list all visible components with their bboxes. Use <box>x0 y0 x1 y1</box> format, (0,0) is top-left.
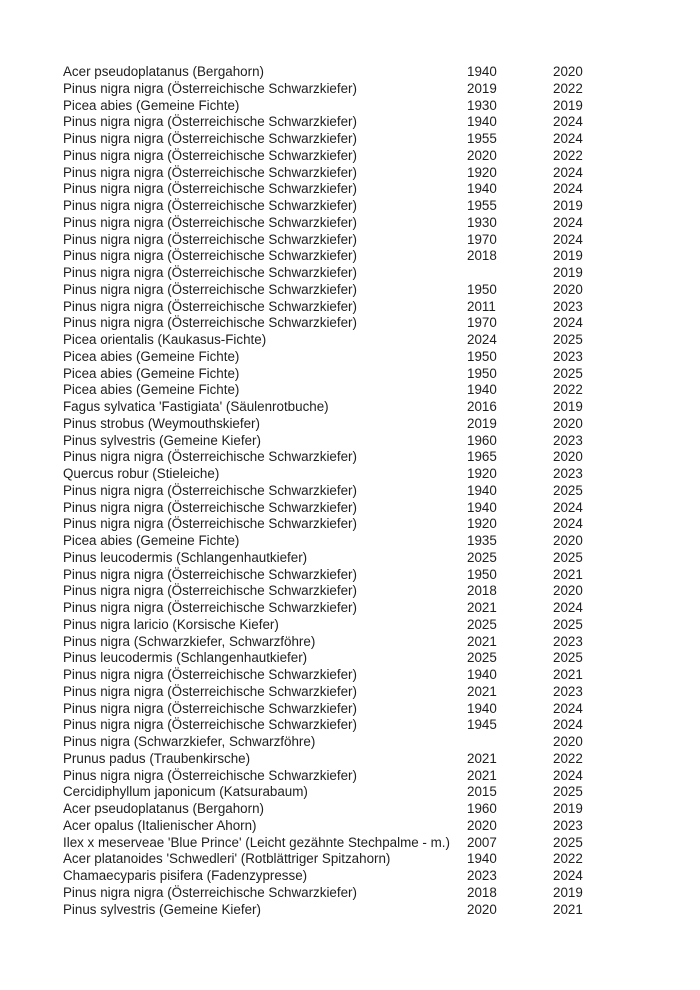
species-name: Pinus nigra nigra (Österreichische Schwarzkiefer) <box>63 214 357 230</box>
table-row <box>63 600 700 617</box>
species-name: Pinus nigra nigra (Österreichische Schwarzkiefer) <box>63 114 357 130</box>
table-row <box>63 382 700 399</box>
year-start: 2011 <box>467 298 496 314</box>
table-row <box>63 416 700 433</box>
year-end: 2024 <box>553 868 583 883</box>
year-start: 1950 <box>467 566 497 582</box>
year-end: 2022 <box>553 750 583 766</box>
species-name: Pinus nigra nigra (Österreichische Schwarzkiefer) <box>63 131 357 146</box>
species-name: Pinus nigra nigra (Österreichische Schwarzkiefer) <box>63 583 357 599</box>
table-row <box>63 198 700 215</box>
table-row <box>63 717 700 734</box>
year-start: 2020 <box>467 901 497 917</box>
year-end: 2022 <box>553 851 583 867</box>
year-end: 2023 <box>553 466 583 481</box>
year-end: 2021 <box>553 901 583 917</box>
species-name: Quercus robur (Stieleiche) <box>63 466 220 481</box>
year-end: 2019 <box>553 399 583 414</box>
year-end: 2020 <box>553 533 583 548</box>
year-start: 2021 <box>467 750 497 766</box>
species-name: Pinus nigra nigra (Österreichische Schwarzkiefer) <box>63 566 357 582</box>
species-name: Pinus nigra nigra (Österreichische Schwarzkiefer) <box>63 181 357 197</box>
species-name: Pinus nigra (Schwarzkiefer, Schwarzföhre) <box>63 633 316 649</box>
species-name: Pinus nigra nigra (Österreichische Schwarzkiefer) <box>63 80 357 96</box>
year-end: 2023 <box>553 298 583 314</box>
table-row <box>63 818 700 835</box>
table-row <box>63 885 700 902</box>
species-name: Pinus nigra nigra (Österreichische Schwarzkiefer) <box>63 499 357 515</box>
table-row <box>63 215 700 232</box>
table-row <box>63 98 700 115</box>
table-row <box>63 667 700 684</box>
year-end: 2024 <box>553 516 583 532</box>
year-end: 2025 <box>553 332 583 347</box>
table-row <box>63 349 700 366</box>
table-row <box>63 366 700 383</box>
table-row <box>63 751 700 768</box>
year-end: 2019 <box>553 198 583 213</box>
year-end: 2024 <box>553 700 583 716</box>
table-row <box>63 567 700 584</box>
year-start: 1940 <box>467 667 497 682</box>
year-end: 2025 <box>553 549 583 565</box>
species-name: Pinus nigra nigra (Österreichische Schwarzkiefer) <box>63 884 357 900</box>
species-name: Pinus nigra nigra (Österreichische Schwarzkiefer) <box>63 198 357 213</box>
year-start: 2018 <box>467 884 497 900</box>
species-name: Ilex x meserveae 'Blue Prince' (Leicht gezähnte Stechpalme - m.) <box>63 834 450 850</box>
year-start: 1940 <box>467 181 497 197</box>
species-name: Pinus nigra nigra (Österreichische Schwarzkiefer) <box>63 231 357 247</box>
table-row <box>63 299 700 316</box>
year-end: 2023 <box>553 683 583 699</box>
year-start: 2023 <box>467 868 497 883</box>
year-end: 2024 <box>553 231 583 247</box>
year-end: 2020 <box>553 281 583 297</box>
year-start: 1930 <box>467 214 497 230</box>
table-row <box>63 433 700 450</box>
table-row <box>63 131 700 148</box>
species-name: Picea abies (Gemeine Fichte) <box>63 533 240 548</box>
table-row <box>63 533 700 550</box>
table-row <box>63 265 700 282</box>
species-name: Pinus nigra nigra (Österreichische Schwarzkiefer) <box>63 516 357 532</box>
species-name: Fagus sylvatica 'Fastigiata' (Säulenrotbuche) <box>63 399 329 414</box>
table-row <box>63 583 700 600</box>
table-row <box>63 500 700 517</box>
year-start: 2018 <box>467 248 497 264</box>
year-end: 2020 <box>553 415 583 431</box>
table-row <box>63 701 700 718</box>
year-start: 1940 <box>467 482 497 498</box>
species-name: Pinus nigra nigra (Österreichische Schwarzkiefer) <box>63 600 357 615</box>
year-end: 2021 <box>553 667 583 682</box>
year-start: 2021 <box>467 633 497 649</box>
table-row <box>63 734 700 751</box>
year-start: 1940 <box>467 382 497 398</box>
year-start: 2016 <box>467 399 497 414</box>
year-start: 1920 <box>467 466 497 481</box>
species-name: Picea orientalis (Kaukasus-Fichte) <box>63 332 267 347</box>
year-end: 2019 <box>553 265 583 280</box>
table-row <box>63 449 700 466</box>
table-row <box>63 768 700 785</box>
year-start: 1920 <box>467 516 497 532</box>
table-row <box>63 148 700 165</box>
table-row <box>63 315 700 332</box>
species-name: Pinus strobus (Weymouthskiefer) <box>63 415 260 431</box>
year-end: 2019 <box>553 248 583 264</box>
year-end: 2019 <box>553 884 583 900</box>
species-name: Pinus nigra nigra (Österreichische Schwarzkiefer) <box>63 767 357 783</box>
year-end: 2024 <box>553 131 583 146</box>
species-name: Pinus nigra nigra (Österreichische Schwarzkiefer) <box>63 248 357 264</box>
year-end: 2023 <box>553 432 583 448</box>
year-end: 2024 <box>553 164 583 180</box>
table-row <box>63 550 700 567</box>
table-row <box>63 181 700 198</box>
species-name: Pinus nigra nigra (Österreichische Schwarzkiefer) <box>63 683 357 699</box>
year-start: 2025 <box>467 549 497 565</box>
year-start: 1940 <box>467 114 497 130</box>
year-start: 2020 <box>467 147 497 163</box>
year-start: 2025 <box>467 616 497 632</box>
year-start: 1945 <box>467 717 497 733</box>
table-row <box>63 801 700 818</box>
year-start: 2021 <box>467 600 497 615</box>
year-start: 2020 <box>467 817 497 833</box>
species-name: Pinus nigra nigra (Österreichische Schwarzkiefer) <box>63 449 357 465</box>
year-start: 1940 <box>467 64 497 79</box>
year-start: 2025 <box>467 650 497 666</box>
year-end: 2022 <box>553 147 583 163</box>
table-row <box>63 282 700 299</box>
table-row <box>63 650 700 667</box>
species-name: Pinus nigra nigra (Österreichische Schwarzkiefer) <box>63 164 357 180</box>
species-name: Acer pseudoplatanus (Bergahorn) <box>63 801 264 816</box>
year-end: 2021 <box>553 566 583 582</box>
year-end: 2019 <box>553 801 583 816</box>
year-end: 2019 <box>553 97 583 113</box>
species-name: Pinus sylvestris (Gemeine Kiefer) <box>63 432 261 448</box>
year-start: 2024 <box>467 332 497 347</box>
species-name: Pinus sylvestris (Gemeine Kiefer) <box>63 901 261 917</box>
year-end: 2024 <box>553 181 583 197</box>
species-name: Acer pseudoplatanus (Bergahorn) <box>63 64 264 79</box>
year-end: 2020 <box>553 449 583 465</box>
year-end: 2025 <box>553 784 583 800</box>
year-end: 2024 <box>553 315 583 331</box>
year-end: 2024 <box>553 767 583 783</box>
species-name: Pinus leucodermis (Schlangenhautkiefer) <box>63 549 308 565</box>
year-start: 1970 <box>467 315 497 331</box>
year-end: 2020 <box>553 64 583 79</box>
species-name: Pinus nigra (Schwarzkiefer, Schwarzföhre) <box>63 734 316 749</box>
year-end: 2022 <box>553 80 583 96</box>
species-name: Pinus nigra nigra (Österreichische Schwarzkiefer) <box>63 700 357 716</box>
year-end: 2025 <box>553 834 583 850</box>
year-end: 2025 <box>553 482 583 498</box>
year-end: 2025 <box>553 365 583 381</box>
species-name: Pinus leucodermis (Schlangenhautkiefer) <box>63 650 308 666</box>
table-row <box>63 902 700 919</box>
table-row <box>63 248 700 265</box>
year-start: 1940 <box>467 851 497 867</box>
species-name: Pinus nigra laricio (Korsische Kiefer) <box>63 616 279 632</box>
year-start: 1970 <box>467 231 497 247</box>
species-name: Picea abies (Gemeine Fichte) <box>63 348 240 364</box>
year-end: 2024 <box>553 114 583 130</box>
table-row <box>63 516 700 533</box>
species-name: Pinus nigra nigra (Österreichische Schwarzkiefer) <box>63 717 357 733</box>
species-name: Chamaecyparis pisifera (Fadenzypresse) <box>63 868 308 883</box>
year-end: 2024 <box>553 214 583 230</box>
year-start: 1950 <box>467 365 497 381</box>
table-row <box>63 784 700 801</box>
species-name: Pinus nigra nigra (Österreichische Schwarzkiefer) <box>63 281 357 297</box>
year-start: 1950 <box>467 281 497 297</box>
year-start: 1940 <box>467 700 497 716</box>
year-start: 2007 <box>467 834 497 850</box>
species-name: Pinus nigra nigra (Österreichische Schwarzkiefer) <box>63 315 357 331</box>
table-row <box>63 466 700 483</box>
species-name: Pinus nigra nigra (Österreichische Schwarzkiefer) <box>63 482 357 498</box>
table-row <box>63 232 700 249</box>
year-end: 2024 <box>553 717 583 733</box>
year-start: 2015 <box>467 784 497 800</box>
species-name: Pinus nigra nigra (Österreichische Schwarzkiefer) <box>63 147 357 163</box>
table-row <box>63 684 700 701</box>
year-start: 2019 <box>467 80 497 96</box>
table-row <box>63 835 700 852</box>
year-end: 2025 <box>553 616 583 632</box>
year-start: 1965 <box>467 449 497 465</box>
table-row <box>63 81 700 98</box>
year-start: 1955 <box>467 131 497 146</box>
table-row <box>63 64 700 81</box>
species-name: Acer platanoides 'Schwedleri' (Rotblättriger Spitzahorn) <box>63 851 391 867</box>
year-end: 2024 <box>553 600 583 615</box>
year-start: 2019 <box>467 415 497 431</box>
year-end: 2024 <box>553 499 583 515</box>
year-start: 1960 <box>467 801 497 816</box>
year-end: 2023 <box>553 817 583 833</box>
species-name: Acer opalus (Italienischer Ahorn) <box>63 817 257 833</box>
year-end: 2023 <box>553 348 583 364</box>
year-end: 2022 <box>553 382 583 398</box>
table-row <box>63 617 700 634</box>
year-start: 1930 <box>467 97 497 113</box>
species-name: Prunus padus (Traubenkirsche) <box>63 750 251 766</box>
table-row <box>63 165 700 182</box>
year-start: 2021 <box>467 683 497 699</box>
species-name: Picea abies (Gemeine Fichte) <box>63 382 240 398</box>
year-start: 1935 <box>467 533 497 548</box>
table-row <box>63 851 700 868</box>
species-name: Pinus nigra nigra (Österreichische Schwarzkiefer) <box>63 265 357 280</box>
tree-list <box>63 64 700 918</box>
table-row <box>63 868 700 885</box>
year-start: 1920 <box>467 164 497 180</box>
table-row <box>63 483 700 500</box>
year-start: 1960 <box>467 432 497 448</box>
species-name: Pinus nigra nigra (Österreichische Schwarzkiefer) <box>63 298 357 314</box>
table-row <box>63 332 700 349</box>
species-name: Picea abies (Gemeine Fichte) <box>63 365 240 381</box>
table-row <box>63 634 700 651</box>
table-row <box>63 399 700 416</box>
year-end: 2023 <box>553 633 583 649</box>
species-name: Pinus nigra nigra (Österreichische Schwarzkiefer) <box>63 667 357 682</box>
year-end: 2020 <box>553 734 583 749</box>
year-end: 2025 <box>553 650 583 666</box>
species-name: Picea abies (Gemeine Fichte) <box>63 97 240 113</box>
table-row <box>63 114 700 131</box>
year-start: 1940 <box>467 499 497 515</box>
year-end: 2020 <box>553 583 583 599</box>
year-start: 1950 <box>467 348 497 364</box>
year-start: 2018 <box>467 583 497 599</box>
year-start: 2021 <box>467 767 497 783</box>
year-start: 1955 <box>467 198 497 213</box>
species-name: Cercidiphyllum japonicum (Katsurabaum) <box>63 784 308 800</box>
